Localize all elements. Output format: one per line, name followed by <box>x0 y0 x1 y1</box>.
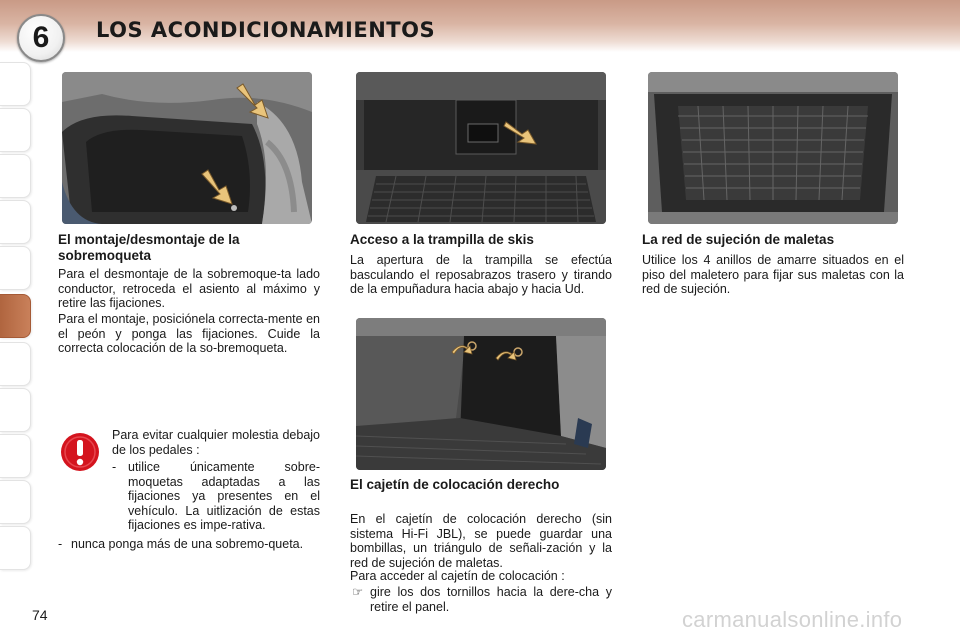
storage-box-step-text: gire los dos tornillos hacia la dere-cha y retire el panel. <box>370 585 612 614</box>
warning-item-2 <box>58 537 320 552</box>
floor-mat-photo <box>62 72 312 224</box>
warning-list-2 <box>58 537 320 552</box>
side-tab-3[interactable] <box>0 154 31 198</box>
hand-pointer-icon: ☞ <box>352 585 364 599</box>
storage-box-text-1: En el cajetín de colocación derecho (sin sistema Hi-Fi JBL), se puede guardar una bombillas, un triángulo de señali-zación y la red de sujeción de maletas. <box>350 512 612 570</box>
side-tab-6-active[interactable] <box>0 294 31 338</box>
warning-item-1-text: utilice únicamente sobre-moquetas adaptadas a las fijaciones ya presentes en el vehículo. La uitlización de estas fijaciones es impe-rativa. <box>128 460 320 533</box>
floor-mat-text-2: Para el montaje, posiciónela correcta-mente en el peón y ponga las fijaciones. Cuide la correcta colocación de la so-bremoqueta. <box>58 312 320 356</box>
side-tab-9[interactable] <box>0 434 31 478</box>
side-tab-2[interactable] <box>0 108 31 152</box>
watermark: carmanualsonline.info <box>682 607 903 632</box>
storage-box-title: El cajetín de colocación derecho <box>350 477 560 492</box>
storage-box-step <box>350 585 612 614</box>
side-tab-7[interactable] <box>0 342 31 386</box>
chapter-badge: 6 <box>17 14 65 62</box>
side-tab-8[interactable] <box>0 388 31 432</box>
ski-hatch-text: La apertura de la trampilla se efectúa basculando el reposabrazos trasero y tirando de la empuñadura hacia abajo y hacia Ud. <box>350 253 612 297</box>
page-title: LOS ACONDICIONAMIENTOS <box>96 18 436 42</box>
luggage-net-text: Utilice los 4 anillos de amarre situados en el piso del maletero para fijar sus maletas con la red de sujeción. <box>642 253 904 297</box>
page-number: 74 <box>32 607 48 623</box>
warning-dash-2: - <box>58 537 63 551</box>
warning-dash-1: - <box>112 460 117 474</box>
side-tab-11[interactable] <box>0 526 31 570</box>
floor-mat-title: El montaje/desmontaje de la sobremoqueta <box>58 232 240 263</box>
storage-box-text-2: Para acceder al cajetín de colocación : <box>350 569 565 583</box>
storage-box-photo <box>356 318 606 470</box>
warning-item-1 <box>112 460 320 533</box>
side-tab-5[interactable] <box>0 246 31 290</box>
floor-mat-text-1: Para el desmontaje de la sobremoque-ta lado conductor, retroceda el asiento al máximo y retire las fijaciones. <box>58 267 320 311</box>
warning-item-2-text: nunca ponga más de una sobremo-queta. <box>71 537 304 551</box>
exclamation-icon <box>60 432 100 472</box>
side-tab-4[interactable] <box>0 200 31 244</box>
ski-hatch-photo <box>356 72 606 224</box>
luggage-net-title: La red de sujeción de maletas <box>642 232 835 247</box>
side-tab-10[interactable] <box>0 480 31 524</box>
warning-intro: Para evitar cualquier molestia debajo de los pedales : <box>112 428 320 457</box>
warning-list <box>112 460 320 533</box>
ski-hatch-title: Acceso a la trampilla de skis <box>350 232 534 247</box>
side-tab-1[interactable] <box>0 62 31 106</box>
luggage-net-photo <box>648 72 898 224</box>
